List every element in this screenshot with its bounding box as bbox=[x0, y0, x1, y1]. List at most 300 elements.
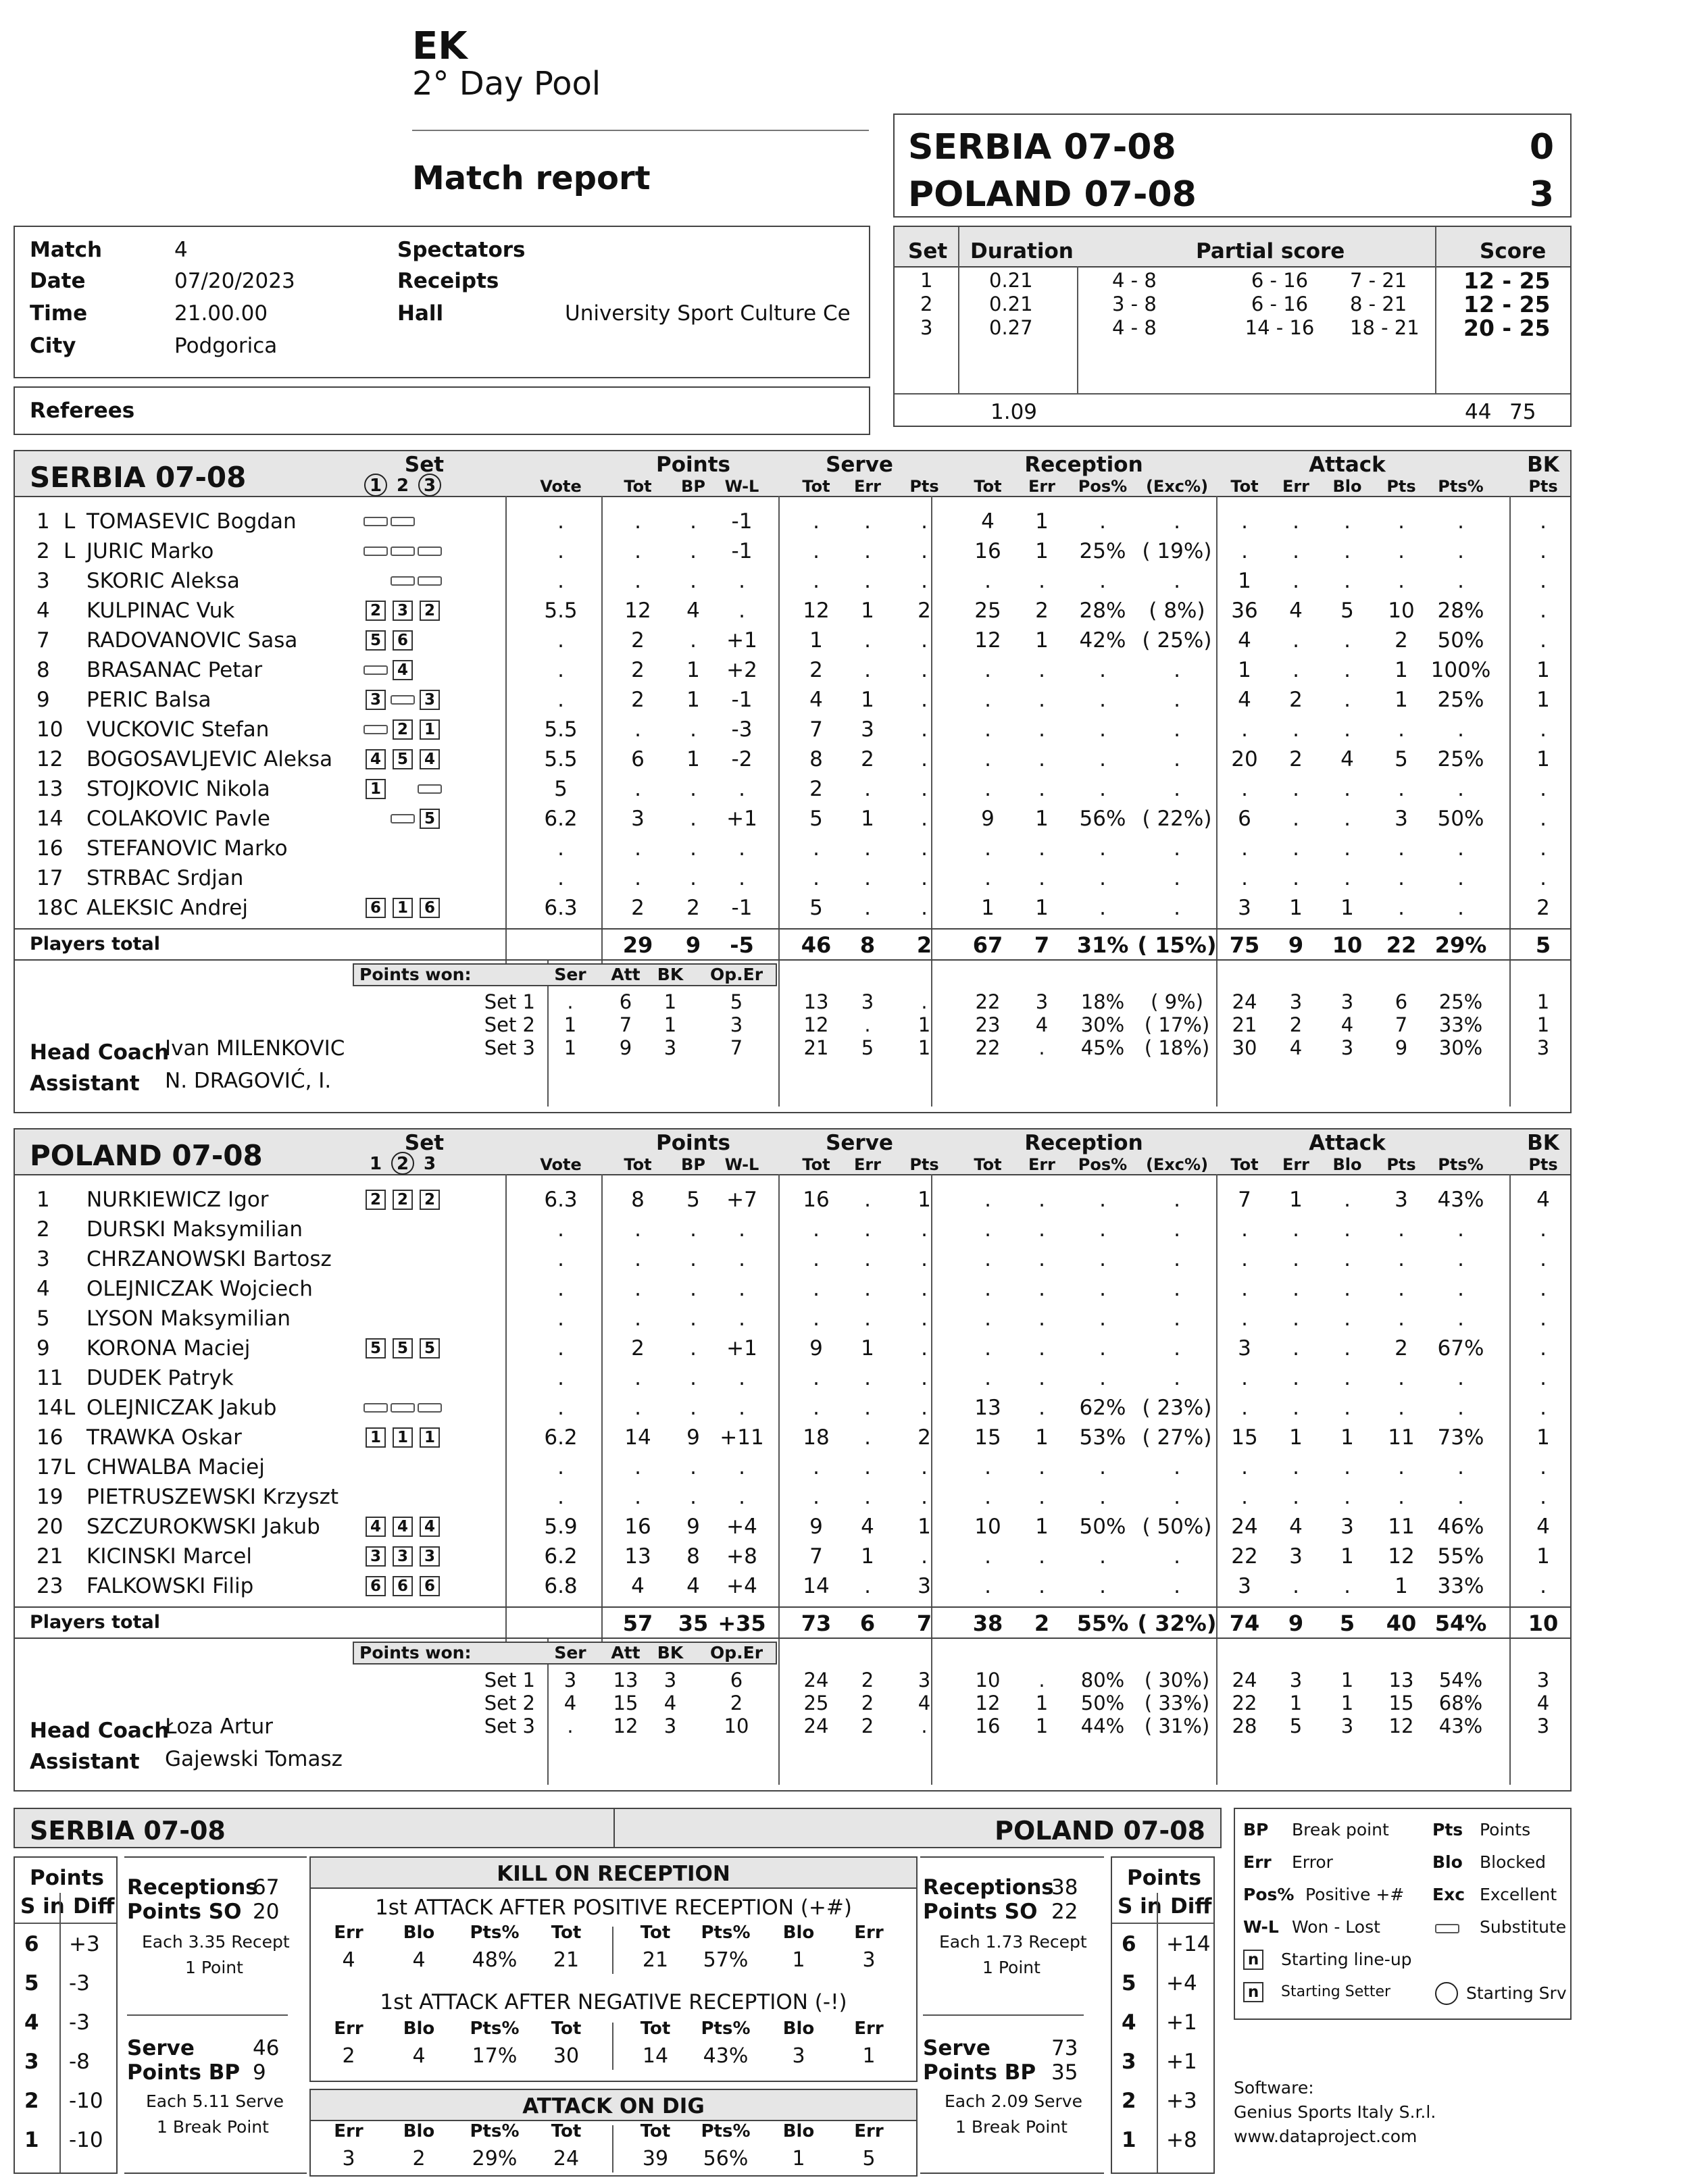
team-b-sets: 3 bbox=[1529, 174, 1554, 215]
stat-rerr: . bbox=[1038, 1544, 1045, 1569]
org-title: EK bbox=[412, 24, 468, 68]
stat-apts: 1 bbox=[1395, 658, 1408, 682]
stat-rpos: 25% bbox=[1079, 539, 1126, 563]
stat-rexc: . bbox=[1174, 1188, 1180, 1212]
set-stat-bk: 3 bbox=[1536, 1715, 1550, 1737]
player-row[interactable] bbox=[15, 536, 1570, 566]
partial-16: 6 - 16 bbox=[1251, 293, 1309, 315]
stat-aerr: . bbox=[1293, 1306, 1299, 1331]
stat-bp: 5 bbox=[686, 1188, 700, 1212]
stat-stot: 2 bbox=[809, 658, 823, 682]
stat-rerr: . bbox=[1038, 688, 1045, 712]
stat-vote: . bbox=[557, 628, 564, 653]
stat-atot: 1 bbox=[1238, 569, 1251, 593]
stat-spts: . bbox=[921, 658, 928, 682]
software-company: Genius Sports Italy S.r.l. bbox=[1234, 2102, 1436, 2122]
stat-stot: . bbox=[813, 1396, 820, 1420]
stat-rpos: . bbox=[1099, 1455, 1106, 1479]
set-column-number: 2 bbox=[396, 1154, 409, 1174]
kill-team-b-value: 43% bbox=[703, 2044, 749, 2068]
stat-bp: . bbox=[690, 1485, 697, 1509]
set-stat-rtot: 22 bbox=[975, 990, 1001, 1013]
stat-bk: . bbox=[1540, 836, 1547, 861]
software-url[interactable]: www.dataproject.com bbox=[1234, 2127, 1417, 2146]
stat-rexc: ( 27%) bbox=[1142, 1425, 1212, 1450]
stat-apts: . bbox=[1398, 1217, 1405, 1242]
match-info-box bbox=[14, 226, 870, 378]
total-apct: 29% bbox=[1434, 932, 1487, 958]
stat-atot: 1 bbox=[1238, 658, 1251, 682]
player-number: 4 bbox=[36, 1277, 50, 1301]
stat-vote: . bbox=[557, 1306, 564, 1331]
stat-bk: . bbox=[1540, 569, 1547, 593]
stat-spts: 2 bbox=[918, 599, 931, 623]
set-stat-spts: 4 bbox=[918, 1692, 931, 1715]
player-row[interactable] bbox=[15, 1512, 1570, 1542]
stat-rpos: . bbox=[1099, 1366, 1106, 1390]
stat-stot: . bbox=[813, 1485, 820, 1509]
stat-apct: . bbox=[1457, 717, 1464, 742]
column-subheader: W-L bbox=[724, 477, 759, 496]
stat-rerr: . bbox=[1038, 658, 1045, 682]
player-name: TOMASEVIC Bogdan bbox=[86, 509, 297, 534]
stat-stot: . bbox=[813, 1277, 820, 1301]
stat-bp: 9 bbox=[686, 1515, 700, 1539]
stat-bp: . bbox=[690, 569, 697, 593]
legend-pts-text: Points bbox=[1480, 1820, 1531, 1839]
total-bk: 10 bbox=[1528, 1610, 1559, 1636]
starting-lineup-icon: n bbox=[1243, 1950, 1263, 1970]
kill-team-a-value: 4 bbox=[412, 1948, 426, 1972]
kill-team-a-value: 29% bbox=[472, 2147, 518, 2170]
points-won-label: Points won: bbox=[359, 965, 472, 984]
stat-atot: . bbox=[1241, 1217, 1248, 1242]
attack-header: Attack bbox=[1309, 1131, 1386, 1155]
player-role: L bbox=[64, 1396, 76, 1420]
stat-serr: . bbox=[864, 1277, 871, 1301]
kill-col-header: Pts% bbox=[701, 2018, 751, 2039]
attack-header: Attack bbox=[1309, 453, 1386, 477]
stat-serr: . bbox=[864, 539, 871, 563]
stat-bk: . bbox=[1540, 509, 1547, 534]
stat-bp: 4 bbox=[686, 599, 700, 623]
stat-serr: 1 bbox=[861, 1544, 874, 1569]
stat-atot: 24 bbox=[1231, 1515, 1258, 1539]
stat-vote: 6.3 bbox=[544, 896, 578, 920]
stat-rpos: . bbox=[1099, 1544, 1106, 1569]
receipts-label: Receipts bbox=[397, 269, 499, 293]
points-won-col: Att bbox=[611, 1643, 641, 1662]
points-won-col: Ser bbox=[554, 1643, 586, 1662]
stat-bk: . bbox=[1540, 1306, 1547, 1331]
team-b-stats-table bbox=[14, 1128, 1572, 1792]
stat-bk: . bbox=[1540, 1396, 1547, 1420]
stat-serr: . bbox=[864, 1247, 871, 1271]
stat-rtot: 13 bbox=[974, 1396, 1001, 1420]
software-label: Software: bbox=[1234, 2078, 1314, 2098]
stat-rpos: 50% bbox=[1079, 1515, 1126, 1539]
set-stat-rexc: ( 9%) bbox=[1151, 990, 1203, 1013]
kill-col-header: Err bbox=[854, 2018, 884, 2039]
set-stat-atot: 24 bbox=[1232, 990, 1257, 1013]
stat-aerr: . bbox=[1293, 509, 1299, 534]
match-date: 07/20/2023 bbox=[174, 269, 295, 293]
set-stat-spts: 1 bbox=[918, 1013, 931, 1036]
stat-apct: 43% bbox=[1437, 1188, 1484, 1212]
column-subheader: Pts bbox=[909, 477, 939, 496]
stat-serr: . bbox=[864, 1396, 871, 1420]
player-row[interactable] bbox=[15, 1571, 1570, 1601]
set-stat-ablo: 3 bbox=[1340, 1036, 1354, 1059]
rotation-number: 2 bbox=[1122, 2089, 1136, 2113]
player-row[interactable] bbox=[15, 1542, 1570, 1571]
stat-rexc: . bbox=[1174, 1485, 1180, 1509]
player-row[interactable] bbox=[15, 507, 1570, 536]
player-name: RADOVANOVIC Sasa bbox=[86, 628, 298, 653]
player-row[interactable] bbox=[15, 1393, 1570, 1423]
points-won-col: Ser bbox=[554, 965, 586, 984]
stat-rerr: 1 bbox=[1035, 509, 1049, 534]
serve-header: Serve bbox=[826, 453, 893, 477]
player-row[interactable] bbox=[15, 1482, 1570, 1512]
kill-team-a-value: 30 bbox=[553, 2044, 580, 2068]
kill-team-b-value: 1 bbox=[862, 2044, 876, 2068]
stat-bk: 2 bbox=[1536, 896, 1550, 920]
set-stat-rerr: 4 bbox=[1035, 1013, 1049, 1036]
set-stat-apts: 13 bbox=[1388, 1669, 1414, 1692]
stat-serr: . bbox=[864, 1366, 871, 1390]
total-atot: 75 bbox=[1229, 932, 1260, 958]
stat-bk: 1 bbox=[1536, 688, 1550, 712]
stat-rexc: . bbox=[1174, 1247, 1180, 1271]
stat-ablo: . bbox=[1344, 1277, 1351, 1301]
b-points-so-value: 22 bbox=[1051, 1900, 1078, 1924]
set-won-value: 15 bbox=[613, 1692, 638, 1715]
stat-ablo: 1 bbox=[1340, 1425, 1354, 1450]
set-stat-serr: 5 bbox=[861, 1036, 874, 1059]
set-won-value: 4 bbox=[663, 1692, 677, 1715]
starting-server-marker bbox=[418, 474, 441, 497]
total-atot: 74 bbox=[1229, 1610, 1260, 1636]
starting-position-box: 3 bbox=[366, 690, 386, 710]
column-subheader: Tot bbox=[802, 1155, 830, 1174]
stat-bp: . bbox=[690, 866, 697, 890]
stat-aerr: . bbox=[1293, 1455, 1299, 1479]
stat-wl: +8 bbox=[726, 1544, 757, 1569]
stat-stot: 4 bbox=[809, 688, 823, 712]
set-stat-spts: 3 bbox=[918, 1669, 931, 1692]
total-points-a: 44 bbox=[1465, 400, 1492, 424]
team-a-sets: 0 bbox=[1529, 127, 1554, 168]
legend-pts: Pts bbox=[1432, 1820, 1463, 1839]
player-name: BOGOSAVLJEVIC Aleksa bbox=[86, 747, 333, 771]
set-stat-bk: 3 bbox=[1536, 1669, 1550, 1692]
stat-rerr: . bbox=[1038, 1306, 1045, 1331]
total-rerr: 2 bbox=[1034, 1610, 1050, 1636]
stat-vote: 6.3 bbox=[544, 1188, 578, 1212]
stat-vote: . bbox=[557, 1277, 564, 1301]
stat-spts: 3 bbox=[918, 1574, 931, 1598]
match-city: Podgorica bbox=[174, 334, 278, 358]
set-duration: 0.27 bbox=[989, 316, 1033, 339]
column-subheader: Vote bbox=[540, 1155, 582, 1174]
column-subheader: Blo bbox=[1332, 477, 1362, 496]
stat-rerr: . bbox=[1038, 1336, 1045, 1361]
rotation-diff: -10 bbox=[69, 2089, 103, 2113]
player-number: 17 bbox=[36, 1455, 64, 1479]
column-subheader: Err bbox=[853, 477, 882, 496]
kill-col-header: Err bbox=[334, 2018, 363, 2039]
b-each-recept: Each 1.73 Recept bbox=[939, 1932, 1087, 1952]
stat-bp: 1 bbox=[686, 747, 700, 771]
player-name: DUDEK Patryk bbox=[86, 1366, 234, 1390]
stat-spts: . bbox=[921, 1544, 928, 1569]
stat-rerr: 2 bbox=[1035, 599, 1049, 623]
starting-position-box: 2 bbox=[366, 1190, 386, 1210]
stat-vote: . bbox=[557, 1455, 564, 1479]
player-row[interactable] bbox=[15, 685, 1570, 715]
player-row[interactable] bbox=[15, 1215, 1570, 1244]
stat-aerr: . bbox=[1293, 658, 1299, 682]
stat-tot: . bbox=[634, 1396, 641, 1420]
player-row[interactable] bbox=[15, 566, 1570, 596]
set-won-value: 12 bbox=[613, 1715, 638, 1737]
stat-atot: . bbox=[1241, 509, 1248, 534]
set-column-number: 2 bbox=[396, 476, 409, 496]
player-row[interactable] bbox=[15, 863, 1570, 893]
total-duration: 1.09 bbox=[990, 400, 1038, 424]
stat-rpos: . bbox=[1099, 1188, 1106, 1212]
starting-position-box: 1 bbox=[393, 898, 413, 918]
player-row[interactable] bbox=[15, 655, 1570, 685]
stat-apts: 1 bbox=[1395, 1574, 1408, 1598]
stat-rtot: 12 bbox=[974, 628, 1001, 653]
stat-wl: . bbox=[738, 1485, 745, 1509]
stat-serr: . bbox=[864, 1425, 871, 1450]
player-row[interactable] bbox=[15, 626, 1570, 655]
starting-position-box: 5 bbox=[366, 1338, 386, 1358]
player-name: PERIC Balsa bbox=[86, 688, 211, 712]
set-stat-aerr: 5 bbox=[1289, 1715, 1303, 1737]
stat-vote: . bbox=[557, 569, 564, 593]
stat-spts: . bbox=[921, 1366, 928, 1390]
player-number: 14 bbox=[36, 807, 64, 831]
b-receptions-label: Receptions bbox=[923, 1875, 1054, 1900]
points-won-col: BK bbox=[657, 1643, 684, 1662]
stat-apts: . bbox=[1398, 1306, 1405, 1331]
stat-aerr: . bbox=[1293, 717, 1299, 742]
player-row[interactable] bbox=[15, 715, 1570, 744]
set-won-value: 1 bbox=[663, 1013, 677, 1036]
totals-bottom-border bbox=[15, 1637, 1570, 1639]
stat-tot: . bbox=[634, 1277, 641, 1301]
stat-tot: . bbox=[634, 836, 641, 861]
stat-apts: 3 bbox=[1395, 807, 1408, 831]
stat-rtot: . bbox=[984, 1366, 991, 1390]
legend-setter-text: Starting Setter bbox=[1281, 1983, 1391, 2000]
set-score: 20 - 25 bbox=[1463, 315, 1551, 341]
stat-spts: . bbox=[921, 569, 928, 593]
column-subheader: (Exc%) bbox=[1145, 1155, 1209, 1174]
total-ablo: 5 bbox=[1339, 1610, 1355, 1636]
player-number: 10 bbox=[36, 717, 64, 742]
set-stat-rexc: ( 31%) bbox=[1144, 1715, 1210, 1737]
stat-rexc: ( 23%) bbox=[1142, 1396, 1212, 1420]
total-stot: 73 bbox=[801, 1610, 832, 1636]
stat-ablo: . bbox=[1344, 1396, 1351, 1420]
legend-exc: Exc bbox=[1432, 1885, 1465, 1904]
stat-vote: 5 bbox=[554, 777, 568, 801]
player-row[interactable] bbox=[15, 596, 1570, 626]
stat-apct: . bbox=[1457, 896, 1464, 920]
player-number: 19 bbox=[36, 1485, 64, 1509]
starting-position-box: 5 bbox=[393, 1338, 413, 1358]
stat-aerr: . bbox=[1293, 1396, 1299, 1420]
kill-col-header: Blo bbox=[782, 2121, 815, 2141]
b-break-point: 1 Break Point bbox=[955, 2117, 1068, 2137]
stat-wl: . bbox=[738, 866, 745, 890]
stat-tot: 12 bbox=[624, 599, 651, 623]
stat-apct: 100% bbox=[1430, 658, 1491, 682]
stat-tot: . bbox=[634, 866, 641, 890]
kill-divider bbox=[612, 2125, 613, 2173]
stat-vote: . bbox=[557, 658, 564, 682]
stat-serr: . bbox=[864, 628, 871, 653]
reception-header: Reception bbox=[1024, 453, 1143, 477]
starting-position-box: 6 bbox=[393, 630, 413, 651]
player-name: STOJKOVIC Nikola bbox=[86, 777, 270, 801]
set-stat-rexc: ( 17%) bbox=[1144, 1013, 1210, 1036]
stat-spts: . bbox=[921, 747, 928, 771]
column-subheader: (Exc%) bbox=[1145, 477, 1209, 496]
player-row[interactable] bbox=[15, 834, 1570, 863]
column-subheader: Err bbox=[1282, 477, 1310, 496]
stat-bk: 1 bbox=[1536, 658, 1550, 682]
set-row-label: Set 2 bbox=[484, 1013, 535, 1036]
kill-team-b-value: 57% bbox=[703, 1948, 749, 1972]
players-total-label: Players total bbox=[30, 934, 160, 955]
stat-wl: +7 bbox=[726, 1188, 757, 1212]
time-label: Time bbox=[30, 301, 88, 326]
stat-apts: 1 bbox=[1395, 688, 1408, 712]
stat-rerr: . bbox=[1038, 1188, 1045, 1212]
rotation-number: 5 bbox=[24, 1971, 39, 1996]
stat-stot: . bbox=[813, 539, 820, 563]
player-row[interactable] bbox=[15, 1274, 1570, 1304]
set-stat-atot: 21 bbox=[1232, 1013, 1257, 1036]
column-subheader: Pts% bbox=[1438, 1155, 1484, 1174]
player-row[interactable] bbox=[15, 1304, 1570, 1334]
stat-wl: . bbox=[738, 1455, 745, 1479]
player-row[interactable] bbox=[15, 1423, 1570, 1452]
stat-rpos: . bbox=[1099, 836, 1106, 861]
set-stat-ablo: 1 bbox=[1340, 1692, 1354, 1715]
positive-reception-title: 1st ATTACK AFTER POSITIVE RECEPTION (+#) bbox=[375, 1896, 852, 1920]
stat-serr: . bbox=[864, 777, 871, 801]
player-number: 16 bbox=[36, 836, 64, 861]
assistant-name: Gajewski Tomasz bbox=[165, 1747, 343, 1771]
rotation-diff: -8 bbox=[69, 2050, 90, 2074]
player-row[interactable] bbox=[15, 1244, 1570, 1274]
stat-ablo: 5 bbox=[1340, 599, 1354, 623]
player-row[interactable] bbox=[15, 804, 1570, 834]
stat-stot: 18 bbox=[803, 1425, 830, 1450]
stat-ablo: . bbox=[1344, 717, 1351, 742]
player-role: L bbox=[64, 509, 76, 534]
set-row-label: Set 1 bbox=[484, 990, 535, 1013]
stat-bp: 1 bbox=[686, 658, 700, 682]
stat-aerr: 3 bbox=[1289, 1544, 1303, 1569]
player-row[interactable] bbox=[15, 1363, 1570, 1393]
stat-ablo: . bbox=[1344, 628, 1351, 653]
set-stat-rtot: 12 bbox=[975, 1692, 1001, 1715]
player-row[interactable] bbox=[15, 1452, 1570, 1482]
stat-rpos: 56% bbox=[1079, 807, 1126, 831]
kill-col-header: Tot bbox=[551, 2121, 582, 2141]
set-won-value: 10 bbox=[724, 1715, 749, 1737]
head-coach-name: Łoza Artur bbox=[165, 1715, 274, 1739]
partial-21: 8 - 21 bbox=[1350, 293, 1407, 315]
negative-reception-title: 1st ATTACK AFTER NEGATIVE RECEPTION (-!) bbox=[380, 1990, 847, 2014]
total-rexc: ( 32%) bbox=[1137, 1610, 1217, 1636]
player-row[interactable] bbox=[15, 893, 1570, 923]
set-won-value: 4 bbox=[563, 1692, 577, 1715]
player-number: 8 bbox=[36, 658, 50, 682]
player-row[interactable] bbox=[15, 744, 1570, 774]
stat-serr: 4 bbox=[861, 1515, 874, 1539]
stat-rpos: . bbox=[1099, 866, 1106, 890]
a-points-bp-label: Points BP bbox=[127, 2060, 241, 2085]
stat-rexc: . bbox=[1174, 509, 1180, 534]
stat-bk: . bbox=[1540, 628, 1547, 653]
stat-aerr: . bbox=[1293, 569, 1299, 593]
city-label: City bbox=[30, 334, 76, 358]
stat-rtot: . bbox=[984, 1336, 991, 1361]
stat-rpos: . bbox=[1099, 1217, 1106, 1242]
stat-bp: . bbox=[690, 1366, 697, 1390]
stat-bp: . bbox=[690, 1217, 697, 1242]
set-stat-apts: 9 bbox=[1395, 1036, 1408, 1059]
player-name: JURIC Marko bbox=[86, 539, 214, 563]
substitute-marker bbox=[363, 665, 388, 675]
player-row[interactable] bbox=[15, 1185, 1570, 1215]
stat-apts: . bbox=[1398, 1485, 1405, 1509]
stat-wl: . bbox=[738, 1247, 745, 1271]
starting-position-box: 6 bbox=[366, 898, 386, 918]
kill-col-header: Tot bbox=[640, 2121, 671, 2141]
stat-tot: 2 bbox=[631, 658, 645, 682]
player-row[interactable] bbox=[15, 774, 1570, 804]
final-score-box bbox=[893, 113, 1572, 218]
starting-position-box: 6 bbox=[420, 898, 440, 918]
points-won-col: Op.Er bbox=[709, 1643, 763, 1662]
player-row[interactable] bbox=[15, 1334, 1570, 1363]
stat-bk: 1 bbox=[1536, 1544, 1550, 1569]
b-points-bp-label: Points BP bbox=[923, 2060, 1036, 2085]
rot-b-h2: S in bbox=[1118, 1894, 1162, 1919]
stat-rexc: . bbox=[1174, 866, 1180, 890]
stat-atot: 6 bbox=[1238, 807, 1251, 831]
kill-col-header: Blo bbox=[403, 1923, 435, 1943]
stat-apct: . bbox=[1457, 1455, 1464, 1479]
player-number: 17 bbox=[36, 866, 64, 890]
total-apct: 54% bbox=[1434, 1610, 1487, 1636]
stat-rexc: . bbox=[1174, 1455, 1180, 1479]
stat-vote: . bbox=[557, 539, 564, 563]
a-receptions-value: 67 bbox=[253, 1875, 280, 1900]
stat-atot: 4 bbox=[1238, 628, 1251, 653]
stat-bp: . bbox=[690, 539, 697, 563]
